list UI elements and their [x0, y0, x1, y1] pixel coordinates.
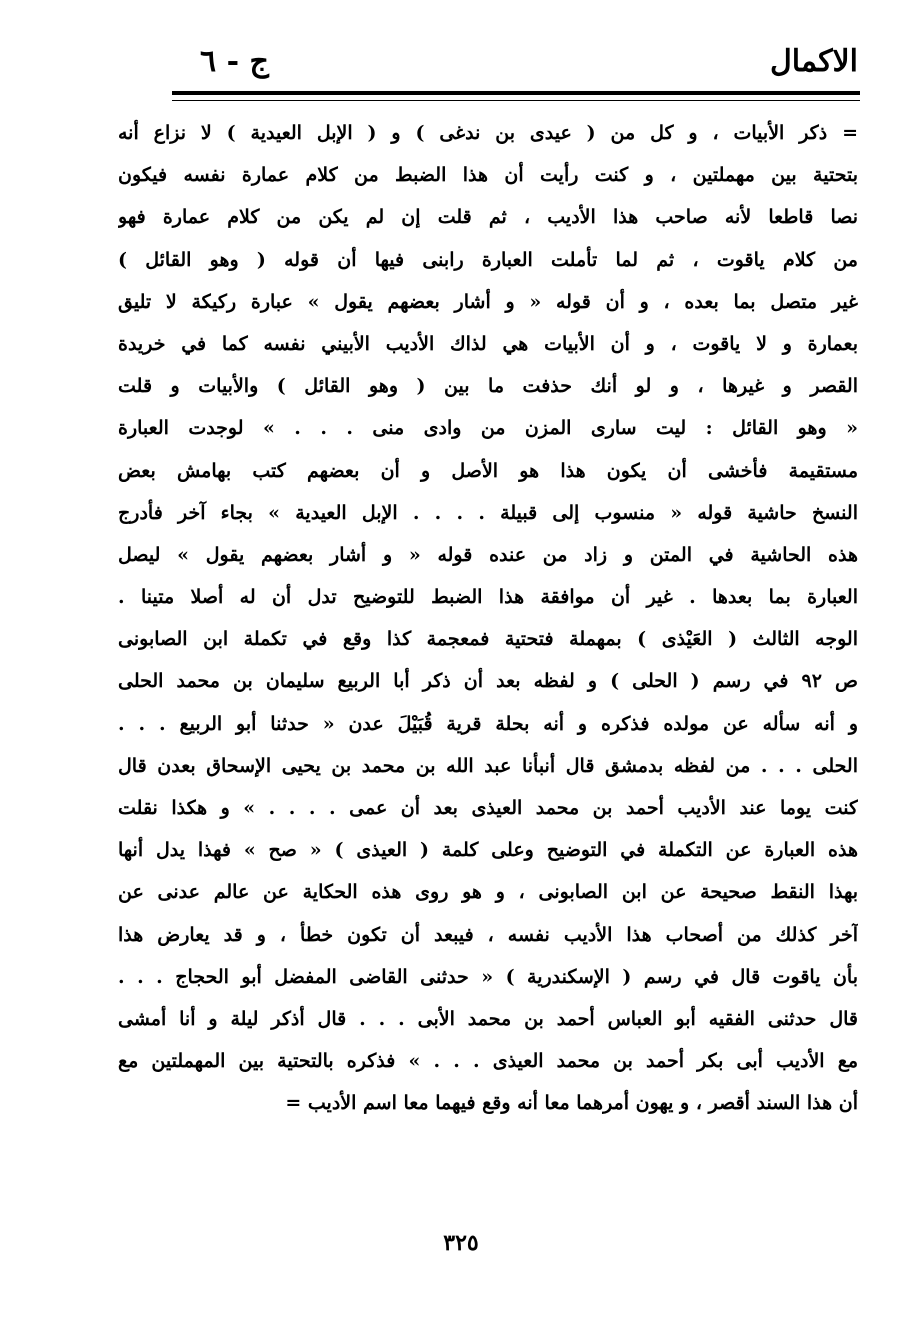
book-title: الاكمال: [769, 44, 858, 79]
text-line: النسخ حاشية قوله « منسوب إلى قبيلة . . . . الإبل العيدية » بجاء آخر فأدرج: [118, 501, 858, 524]
body-text: [118, 112, 858, 1125]
text-line: القصر و غيرها ، و لو أنك حذفت ما بين ( وهو القائل ) والأبيات و قلت: [118, 375, 858, 398]
text-line: مع الأديب أبى بكر أحمد بن محمد العيذى . . . » فذكره بالتحتية بين المهملتين مع: [118, 1050, 858, 1073]
text-line: = ذكر الأبيات ، و كل من ( عيدى بن ندغى ) و ( الإبل العيدية ) لا نزاع أنه: [118, 122, 858, 144]
text-line: بهذا النقط صحيحة عن ابن الصابونى ، و هو روى هذه الحكاية عن عالم عدنى عن: [118, 881, 858, 904]
text-line: العبارة بما بعدها . غير أن موافقة هذا الضبط للتوضيح تدل أن له أصلا متينا .: [118, 586, 858, 609]
header-rule-thin: [172, 100, 860, 101]
text-line: بعمارة و لا ياقوت ، و أن الأبيات هي لذاك الأديب الأبيني نفسه كما في خريدة: [118, 332, 858, 355]
text-line: من كلام ياقوت ، ثم لما تأملت العبارة رابنى فيها أن قوله ( وهو القائل ): [118, 248, 858, 271]
text-line: آخر كذلك من أصحاب هذا الأديب نفسه ، فيبعد أن تكون خطأ ، و قد يعارض هذا: [118, 923, 858, 946]
text-line: مستقيمة فأخشى أن يكون هذا هو الأصل و أن بعضهم كتب بهامش بعض: [118, 459, 858, 482]
text-line: هذه العبارة عن التكملة في التوضيح وعلى كلمة ( العيذى ) « صح » فهذا يدل أنها: [118, 839, 858, 862]
running-header: [170, 42, 858, 88]
text-line: نصا قاطعا لأنه صاحب هذا الأديب ، ثم قلت إن لم يكن من كلام عمارة فهو: [118, 206, 858, 229]
header-rule-thick: [172, 91, 860, 95]
text-line: بأن ياقوت قال في رسم ( الإسكندرية ) « حدثنى القاضى المفضل أبو الحجاج . . .: [118, 965, 858, 988]
text-line: غير متصل بما بعده ، و أن قوله « و أشار بعضهم يقول » عبارة ركيكة لا تليق: [118, 290, 858, 313]
text-line: « وهو القائل : ليت سارى المزن من وادى منى . . . » لوجدت العبارة: [118, 417, 858, 440]
volume-number: ج - ٦: [200, 44, 269, 79]
text-line: بتحتية بين مهملتين ، و كنت رأيت أن هذا الضبط من كلام عمارة نفسه فيكون: [118, 164, 858, 187]
text-line: ص ٩٢ في رسم ( الحلى ) و لفظه بعد أن ذكر أبا الربيع سليمان بن محمد الحلى: [118, 670, 858, 693]
text-line: كنت يوما عند الأديب أحمد بن محمد العيذى بعد أن عمى . . . . » و هكذا نقلت: [118, 797, 858, 819]
text-line: قال حدثنى الفقيه أبو العباس أحمد بن محمد الأبى . . . قال أذكر ليلة و أنا أمشى: [118, 1007, 858, 1030]
text-line: أن هذا السند أقصر ، و يهون أمرهما معا أنه وقع فيهما معا اسم الأديب =: [285, 1092, 858, 1115]
text-line: الوجه الثالث ( العَيْذى ) بمهملة فتحتية فمعجمة كذا وقع في تكملة ابن الصابونى: [118, 628, 858, 651]
text-line: هذه الحاشية في المتن و زاد من عنده قوله « و أشار بعضهم يقول » ليصل: [118, 543, 858, 566]
text-line: و أنه سأله عن مولده فذكره و أنه بحلة قرية قُبَيْلَ عدن « حدثنا أبو الربيع . . .: [118, 712, 858, 735]
text-line: الحلى . . . من لفظه بدمشق قال أنبأنا عبد الله بن محمد بن يحيى الإسحاق بعدن قال: [118, 754, 858, 777]
page-number: ٣٢٥: [443, 1230, 479, 1256]
